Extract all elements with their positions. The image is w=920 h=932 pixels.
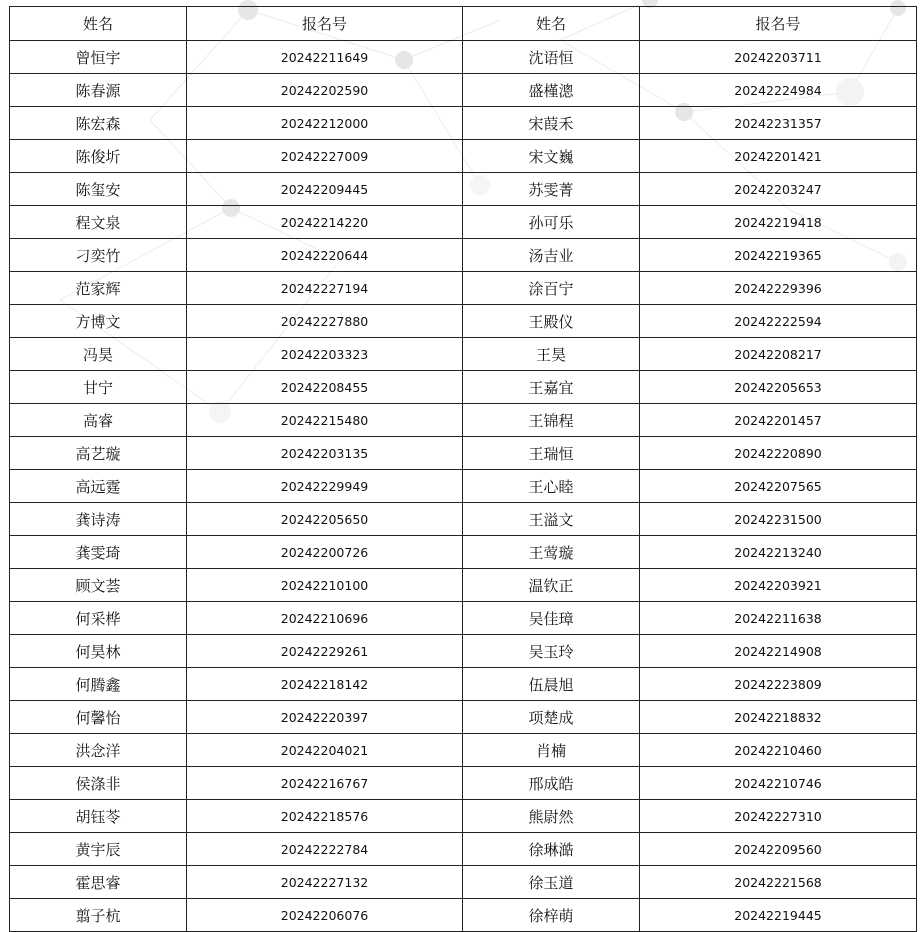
cell-regno-left: 20242203135: [187, 437, 463, 470]
cell-regno-right: 20242223809: [640, 668, 917, 701]
table-row: [10, 338, 917, 371]
table-row: [10, 206, 917, 239]
cell-regno-left: 20242202590: [187, 74, 463, 107]
cell-regno-right: 20242210746: [640, 767, 917, 800]
cell-name-left: 范家辉: [10, 272, 187, 305]
cell-name-left: 高艺璇: [10, 437, 187, 470]
cell-regno-left: 20242229261: [187, 635, 463, 668]
table-row: [10, 404, 917, 437]
cell-name-left: 黄宇辰: [10, 833, 187, 866]
cell-regno-right: 20242209560: [640, 833, 917, 866]
table-row: [10, 800, 917, 833]
table-row: [10, 437, 917, 470]
cell-name-right: 王殿仪: [463, 305, 640, 338]
cell-regno-right: 20242229396: [640, 272, 917, 305]
cell-name-left: 高远霆: [10, 470, 187, 503]
cell-regno-left: 20242227194: [187, 272, 463, 305]
cell-regno-right: 20242203247: [640, 173, 917, 206]
cell-name-right: 王莺璇: [463, 536, 640, 569]
cell-name-right: 徐玉道: [463, 866, 640, 899]
cell-regno-right: 20242205653: [640, 371, 917, 404]
header-row: [10, 7, 917, 41]
table-row: [10, 239, 917, 272]
table-row: [10, 833, 917, 866]
table-row: [10, 536, 917, 569]
cell-regno-right: 20242220890: [640, 437, 917, 470]
table-row: [10, 173, 917, 206]
cell-regno-right: 20242203711: [640, 41, 917, 74]
cell-regno-left: 20242205650: [187, 503, 463, 536]
cell-name-right: 盛槿漗: [463, 74, 640, 107]
cell-name-left: 胡钰苓: [10, 800, 187, 833]
cell-name-left: 冯昊: [10, 338, 187, 371]
cell-regno-left: 20242206076: [187, 899, 463, 932]
cell-regno-right: 20242221568: [640, 866, 917, 899]
cell-regno-right: 20242211638: [640, 602, 917, 635]
cell-regno-left: 20242211649: [187, 41, 463, 74]
cell-name-right: 吴佳璋: [463, 602, 640, 635]
cell-regno-right: 20242210460: [640, 734, 917, 767]
cell-name-left: 翦子杭: [10, 899, 187, 932]
cell-name-right: 孙可乐: [463, 206, 640, 239]
cell-regno-left: 20242204021: [187, 734, 463, 767]
cell-name-right: 徐梓萌: [463, 899, 640, 932]
cell-regno-right: 20242218832: [640, 701, 917, 734]
table-row: [10, 701, 917, 734]
table-row: [10, 41, 917, 74]
cell-name-right: 邢成皓: [463, 767, 640, 800]
cell-name-left: 何采桦: [10, 602, 187, 635]
cell-regno-right: 20242207565: [640, 470, 917, 503]
registration-table: [9, 6, 917, 932]
cell-regno-right: 20242231500: [640, 503, 917, 536]
cell-regno-right: 20242222594: [640, 305, 917, 338]
cell-regno-left: 20242214220: [187, 206, 463, 239]
cell-name-left: 曾恒宇: [10, 41, 187, 74]
cell-regno-left: 20242208455: [187, 371, 463, 404]
table-row: [10, 899, 917, 932]
cell-name-right: 沈语恒: [463, 41, 640, 74]
cell-name-left: 高睿: [10, 404, 187, 437]
cell-regno-left: 20242212000: [187, 107, 463, 140]
cell-name-left: 洪念洋: [10, 734, 187, 767]
cell-regno-left: 20242227009: [187, 140, 463, 173]
cell-name-left: 陈玺安: [10, 173, 187, 206]
cell-name-right: 苏雯菁: [463, 173, 640, 206]
cell-regno-left: 20242227132: [187, 866, 463, 899]
cell-regno-left: 20242203323: [187, 338, 463, 371]
cell-regno-left: 20242210696: [187, 602, 463, 635]
cell-regno-right: 20242201457: [640, 404, 917, 437]
cell-name-right: 徐琳澔: [463, 833, 640, 866]
table-row: [10, 503, 917, 536]
cell-regno-left: 20242220644: [187, 239, 463, 272]
cell-regno-left: 20242218576: [187, 800, 463, 833]
cell-name-left: 方博文: [10, 305, 187, 338]
header-name-left: 姓名: [10, 7, 187, 41]
cell-name-left: 龚诗涛: [10, 503, 187, 536]
cell-name-right: 王瑞恒: [463, 437, 640, 470]
cell-regno-right: 20242219365: [640, 239, 917, 272]
cell-name-left: 何馨怡: [10, 701, 187, 734]
header-name-right: 姓名: [463, 7, 640, 41]
cell-regno-left: 20242209445: [187, 173, 463, 206]
cell-name-right: 王嘉宜: [463, 371, 640, 404]
table-row: [10, 767, 917, 800]
table-row: [10, 140, 917, 173]
cell-name-right: 宋文巍: [463, 140, 640, 173]
cell-name-left: 侯涤非: [10, 767, 187, 800]
cell-name-right: 汤吉业: [463, 239, 640, 272]
cell-regno-left: 20242215480: [187, 404, 463, 437]
cell-name-left: 陈春源: [10, 74, 187, 107]
cell-regno-left: 20242222784: [187, 833, 463, 866]
cell-regno-left: 20242227880: [187, 305, 463, 338]
table-row: [10, 74, 917, 107]
cell-name-left: 陈宏森: [10, 107, 187, 140]
cell-name-right: 熊尉然: [463, 800, 640, 833]
cell-regno-left: 20242216767: [187, 767, 463, 800]
header-regno-right: 报名号: [640, 7, 917, 41]
table-row: [10, 305, 917, 338]
cell-regno-left: 20242229949: [187, 470, 463, 503]
cell-regno-right: 20242213240: [640, 536, 917, 569]
table-row: [10, 272, 917, 305]
table-row: [10, 107, 917, 140]
cell-name-right: 吴玉玲: [463, 635, 640, 668]
cell-name-right: 肖楠: [463, 734, 640, 767]
table-row: [10, 668, 917, 701]
cell-name-left: 何昊林: [10, 635, 187, 668]
cell-regno-right: 20242201421: [640, 140, 917, 173]
cell-name-left: 龚雯琦: [10, 536, 187, 569]
cell-name-right: 王溢文: [463, 503, 640, 536]
cell-name-left: 陈俊圻: [10, 140, 187, 173]
cell-name-left: 霍思睿: [10, 866, 187, 899]
cell-name-right: 王锦程: [463, 404, 640, 437]
cell-regno-right: 20242219418: [640, 206, 917, 239]
cell-name-right: 宋葭禾: [463, 107, 640, 140]
table-row: [10, 866, 917, 899]
cell-regno-left: 20242220397: [187, 701, 463, 734]
cell-regno-right: 20242219445: [640, 899, 917, 932]
cell-name-right: 王心睦: [463, 470, 640, 503]
cell-name-left: 顾文荟: [10, 569, 187, 602]
cell-regno-right: 20242208217: [640, 338, 917, 371]
cell-name-right: 涂百宁: [463, 272, 640, 305]
table-row: [10, 470, 917, 503]
table-row: [10, 602, 917, 635]
cell-name-left: 甘宁: [10, 371, 187, 404]
cell-name-left: 刁奕竹: [10, 239, 187, 272]
table-row: [10, 569, 917, 602]
cell-regno-right: 20242231357: [640, 107, 917, 140]
table-row: [10, 371, 917, 404]
cell-regno-right: 20242227310: [640, 800, 917, 833]
cell-name-right: 王昊: [463, 338, 640, 371]
cell-regno-right: 20242214908: [640, 635, 917, 668]
cell-regno-left: 20242218142: [187, 668, 463, 701]
cell-name-right: 项楚成: [463, 701, 640, 734]
cell-regno-right: 20242203921: [640, 569, 917, 602]
cell-regno-left: 20242210100: [187, 569, 463, 602]
cell-name-left: 何腾鑫: [10, 668, 187, 701]
table-row: [10, 734, 917, 767]
cell-regno-right: 20242224984: [640, 74, 917, 107]
table-row: [10, 635, 917, 668]
header-regno-left: 报名号: [187, 7, 463, 41]
cell-name-left: 程文泉: [10, 206, 187, 239]
cell-name-right: 温钦正: [463, 569, 640, 602]
cell-name-right: 伍晨旭: [463, 668, 640, 701]
cell-regno-left: 20242200726: [187, 536, 463, 569]
